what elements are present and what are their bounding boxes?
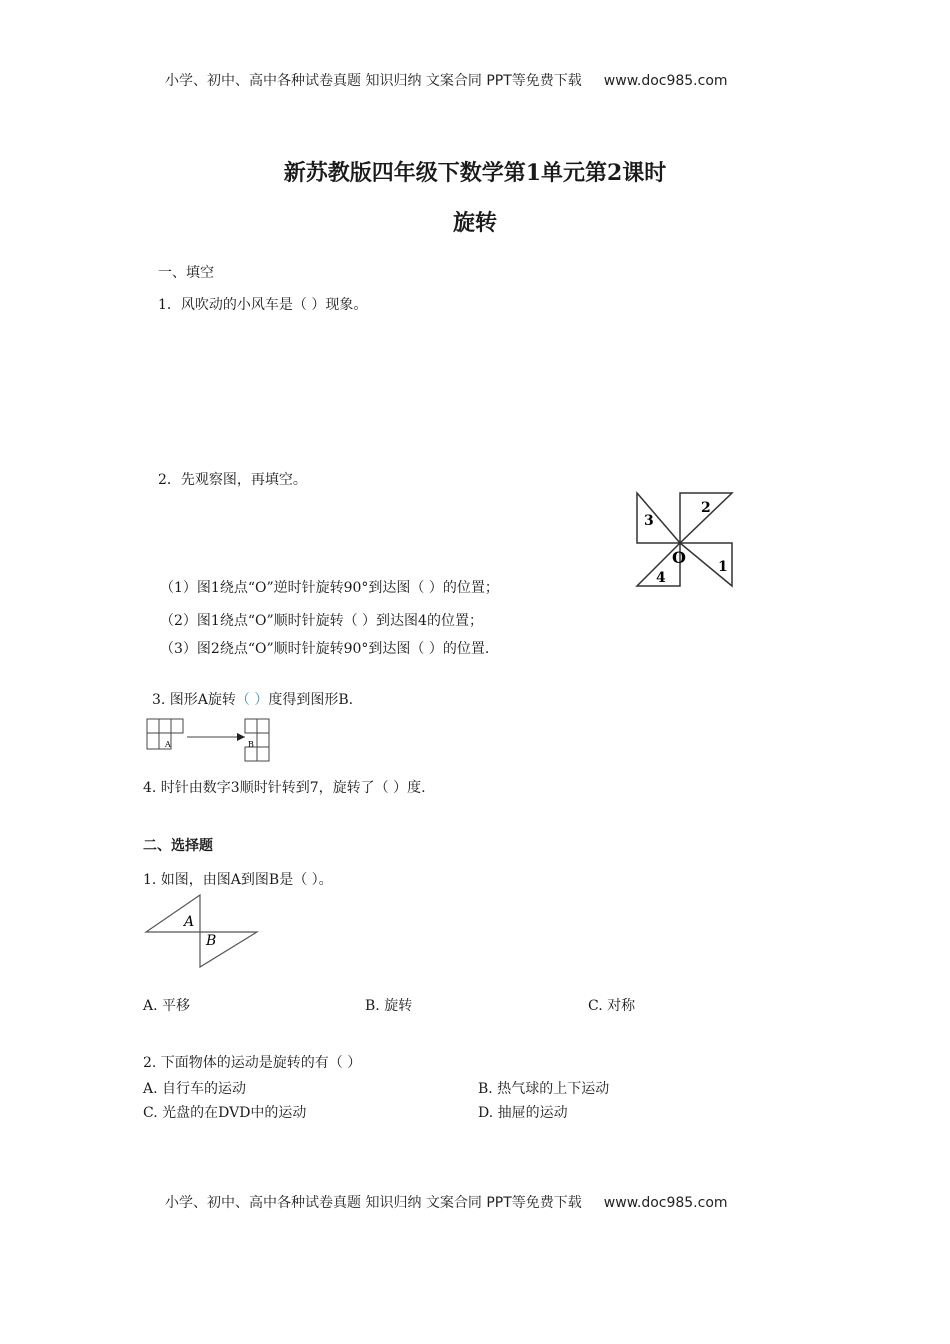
page-footer [165, 1192, 728, 1212]
s2-q2-option-c: C. 光盘的在DVD中的运动 [143, 1105, 307, 1121]
page-header [165, 70, 728, 90]
header-text: 小学、初中、高中各种试卷真题 知识归纳 文案合同 PPT等免费下载 [165, 73, 582, 89]
s2-q1-option-b: B. 旋转 [365, 998, 413, 1014]
s2-q2-option-a: A. 自行车的运动 [143, 1081, 247, 1097]
windmill-label-3: 3 [644, 513, 654, 529]
triangle-b-label: B [206, 933, 217, 949]
q3-prefix: 3. 图形A旋转 [152, 692, 236, 708]
s2-q1-option-c: C. 对称 [588, 998, 636, 1014]
triangles-ab-figure [142, 891, 262, 971]
s1-question-1: 1．风吹动的小风车是（ ）现象。 [158, 297, 368, 313]
windmill-figure [632, 488, 742, 588]
s1-question-4: 4. 时针由数字3顺时针转到7，旋转了（ ）度. [143, 780, 426, 796]
s2-q1-option-a: A. 平移 [143, 998, 191, 1014]
q3-blank: （ ） [235, 692, 269, 708]
section2-heading: 二、选择题 [143, 838, 213, 854]
header-site-link[interactable]: www.doc985.com [603, 73, 728, 89]
s2-q2-option-d: D. 抽屉的运动 [478, 1105, 568, 1121]
s2-question-1: 1. 如图，由图A到图B是（ ）。 [143, 872, 333, 888]
shape-a-label: A [165, 740, 171, 749]
windmill-center-label: O [672, 548, 686, 567]
s2-question-2: 2. 下面物体的运动是旋转的有（ ） [143, 1055, 362, 1071]
footer-text: 小学、初中、高中各种试卷真题 知识归纳 文案合同 PPT等免费下载 [165, 1195, 582, 1211]
s1-question-2-2: （2）图1绕点“O”顺时针旋转（ ）到达图4的位置； [160, 613, 483, 629]
s1-question-2: 2．先观察图，再填空。 [158, 472, 307, 488]
shape-b-label: B [248, 740, 254, 749]
shape-a-to-b-figure [145, 716, 275, 766]
s2-q2-option-b: B. 热气球的上下运动 [478, 1081, 610, 1097]
s1-question-2-1: （1）图1绕点“O”逆时针旋转90°到达图（ ）的位置； [160, 580, 499, 596]
windmill-label-1: 1 [718, 559, 728, 575]
windmill-label-4: 4 [656, 570, 666, 586]
q3-suffix: 度得到图形B. [268, 692, 354, 708]
windmill-label-2: 2 [701, 500, 711, 516]
triangle-a-label: A [184, 914, 195, 930]
footer-site-link[interactable]: www.doc985.com [603, 1195, 728, 1211]
section1-heading: 一、填空 [158, 265, 214, 281]
document-title: 新苏教版四年级下数学第1单元第2课时 [283, 160, 667, 186]
document-subtitle: 旋转 [452, 210, 497, 236]
s1-question-3 [152, 689, 353, 709]
s1-question-2-3: （3）图2绕点“O”顺时针旋转90°到达图（ ）的位置. [160, 641, 490, 657]
